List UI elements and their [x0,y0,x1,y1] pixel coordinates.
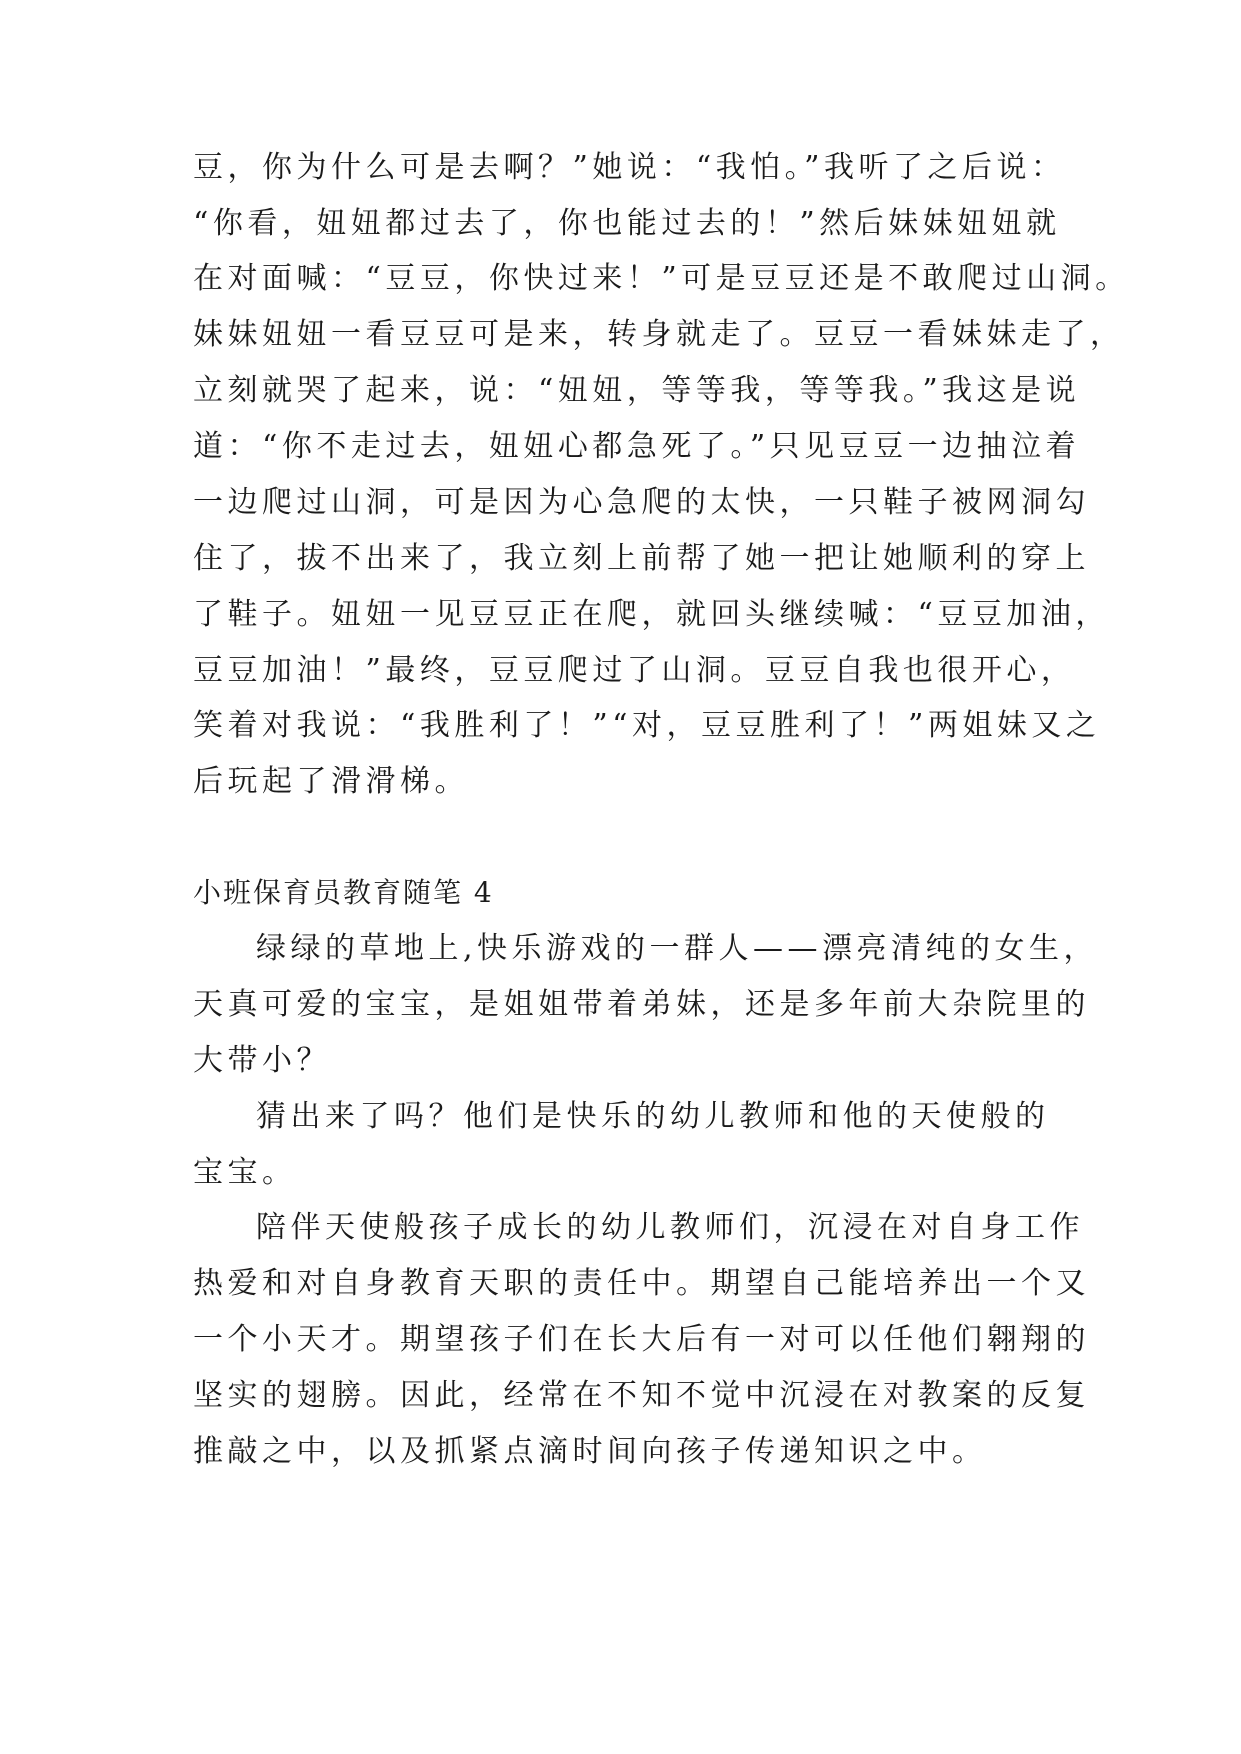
paragraph-line: 猜出来了吗？他们是快乐的幼儿教师和他的天使般的 [256,1099,1050,1134]
story-line: 道：“你不走过去，妞妞心都急死了。”只见豆豆一边抽泣着 [193,429,1081,464]
paragraph-line: 坚实的翅膀。因此，经常在不知不觉中沉浸在对教案的反复 [193,1378,1090,1413]
story-line: 豆，你为什么可是去啊？”她说：“我怕。”我听了之后说： [193,150,1066,185]
story-line: 了鞋子。妞妞一见豆豆正在爬，就回头继续喊：“豆豆加油， [193,597,1110,632]
story-line: “你看，妞妞都过去了，你也能过去的！”然后妹妹妞妞就 [193,206,1061,241]
story-line: 笑着对我说：“我胜利了！”“对，豆豆胜利了！”两姐妹又之 [193,708,1101,743]
story-line: 豆豆加油！”最终，豆豆爬过了山洞。豆豆自我也很开心， [193,653,1076,688]
story-line: 立刻就哭了起来，说：“妞妞，等等我，等等我。”我这是说 [193,373,1081,408]
paragraph-line: 热爱和对自身教育天职的责任中。期望自己能培养出一个又 [193,1266,1090,1301]
paragraph-line: 宝宝。 [193,1155,297,1190]
story-line: 后玩起了滑滑梯。 [193,764,469,799]
paragraph-line: 绿绿的草地上,快乐游戏的一群人——漂亮清纯的女生， [256,931,1099,966]
paragraph-line: 天真可爱的宝宝，是姐姐带着弟妹，还是多年前大杂院里的 [193,987,1090,1022]
paragraph-line: 大带小？ [193,1043,331,1078]
story-line: 一边爬过山洞，可是因为心急爬的太快，一只鞋子被网洞勾 [193,485,1090,520]
paragraph-line: 陪伴天使般孩子成长的幼儿教师们，沉浸在对自身工作 [256,1210,1084,1245]
story-line: 妹妹妞妞一看豆豆可是来，转身就走了。豆豆一看妹妹走了， [193,317,1125,352]
paragraph-line: 一个小天才。期望孩子们在长大后有一对可以任他们翱翔的 [193,1322,1090,1357]
story-line: 在对面喊：“豆豆，你快过来！”可是豆豆还是不敢爬过山洞。 [193,261,1130,296]
paragraph-line: 推敲之中，以及抓紧点滴时间向孩子传递知识之中。 [193,1434,987,1469]
story-line: 住了，拔不出来了，我立刻上前帮了她一把让她顺利的穿上 [193,541,1090,576]
section-heading: 小班保育员教育随笔 4 [193,876,494,909]
